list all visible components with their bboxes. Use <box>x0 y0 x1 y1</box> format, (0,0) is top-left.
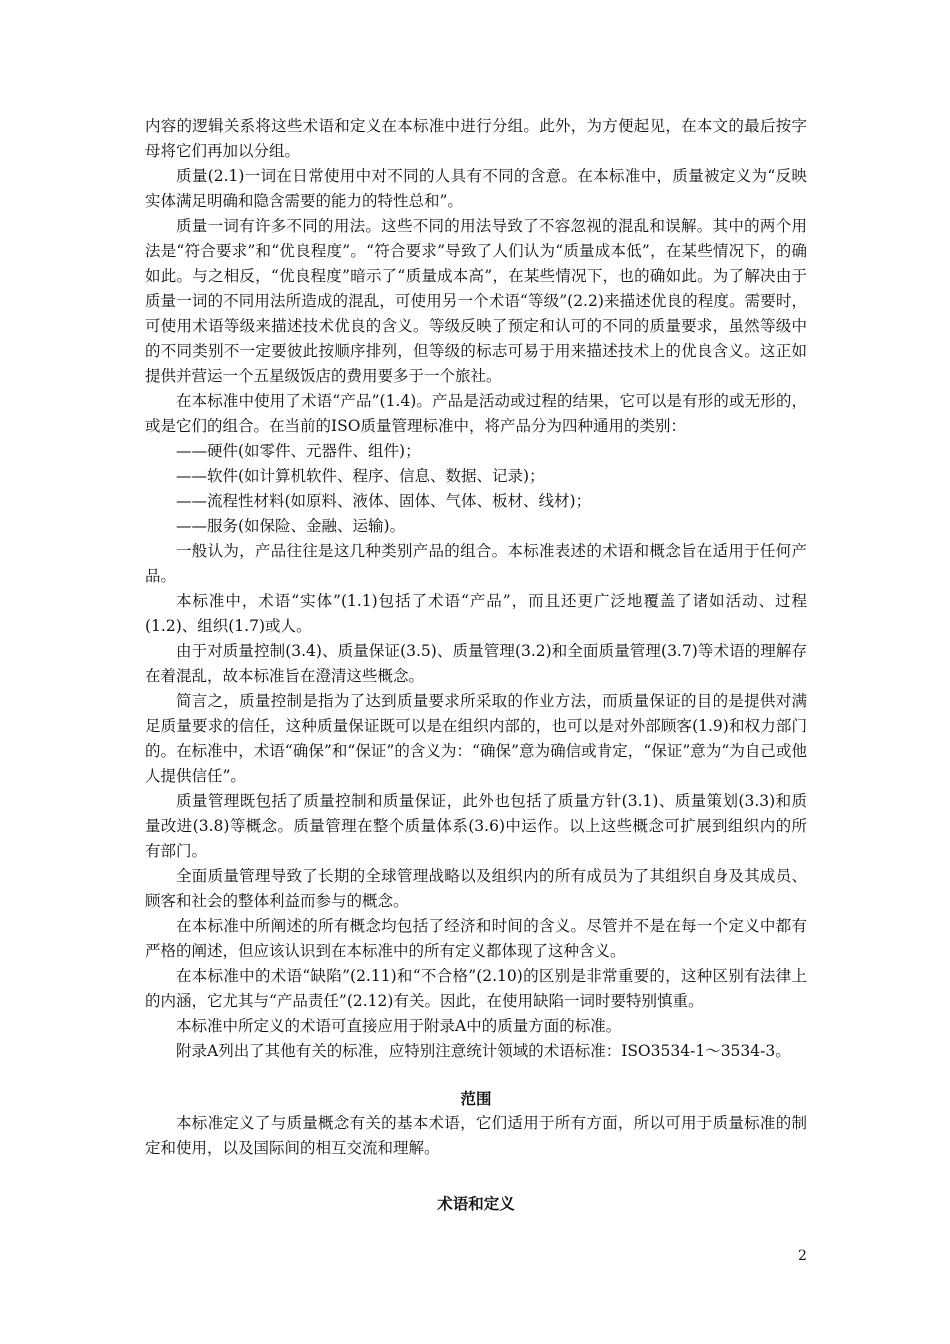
page-number: 2 <box>798 1248 807 1264</box>
list-item-software: ——软件(如计算机软件、程序、信息、数据、记录)； <box>176 467 545 485</box>
paragraph-tqm: 全面质量管理导致了长期的全球管理战略以及组织内的所有成员为了其组织自身及其成员、顾客和社会的整体利益而参与的概念。 <box>145 867 807 910</box>
paragraph-entity: 本标准中，术语“实体”(1.1)包括了术语“产品”，而且还更广泛地覆盖了诸如活动、过程(1.2)、组织(1.7)或人。 <box>145 592 807 635</box>
paragraph-quality-usage: 质量一词有许多不同的用法。这些不同的用法导致了不容忽视的混乱和误解。其中的两个用法是“符合要求”和“优良程度”。“符合要求”导致了人们认为“质量成本低”，在某些情况下，的确如此。与之相反，“优良程度”暗示了“质量成本高”，在某些情况下，也的确如此。为了解决由于质量一词的不同用法所造成的混乱，可使用另一个术语“等级”(2.2)来描述优良的程度。需要时，可使用术语等级来描述技术优良的含义。等级反映了预定和认可的不同的质量要求，虽然等级中的不同类别不一定要彼此按顺序排列，但等级的标志可易于用来描述技术上的优良含义。这正如提供并营运一个五星级饭店的费用要多于一个旅社。 <box>145 217 807 385</box>
paragraph-annex-a-application: 本标准中所定义的术语可直接应用于附录A中的质量方面的标准。 <box>176 1017 622 1035</box>
paragraph-economics-time: 在本标准中所阐述的所有概念均包括了经济和时间的含义。尽管并不是在每一个定义中都有严格的阐述，但应该认识到在本标准中的所有定义都体现了这种含义。 <box>145 917 807 960</box>
scope-text: 本标准定义了与质量概念有关的基本术语，它们适用于所有方面，所以可用于质量标准的制定和使用，以及国际间的相互交流和理解。 <box>145 1114 807 1157</box>
list-item-processed-materials: ——流程性材料(如原料、液体、固体、气体、板材、线材)； <box>176 492 592 510</box>
terms-heading: 术语和定义 <box>437 1194 515 1213</box>
body-text <box>145 114 807 1216</box>
paragraph-product-combination: 一般认为，产品往往是这几种类别产品的组合。本标准表述的术语和概念旨在适用于任何产品。 <box>145 542 807 585</box>
paragraph-quality-management: 质量管理既包括了质量控制和质量保证，此外也包括了质量方针(3.1)、质量策划(3.3)和质量改进(3.8)等概念。质量管理在整个质量体系(3.6)中运作。以上这些概念可扩展到组织内的所有部门。 <box>145 792 807 860</box>
paragraph-product: 在本标准中使用了术语“产品”(1.4)。产品是活动或过程的结果，它可以是有形的或无形的，或是它们的组合。在当前的ISO质量管理标准中，将产品分为四种通用的类别： <box>145 392 807 435</box>
paragraph-annex-a-standards: 附录A列出了其他有关的标准，应特别注意统计领域的术语标准：ISO3534-1～3534-3。 <box>176 1042 791 1060</box>
paragraph-quality-definition: 质量(2.1)一词在日常使用中对不同的人具有不同的含意。在本标准中，质量被定义为“反映实体满足明确和隐含需要的能力的特性总和”。 <box>145 167 807 210</box>
paragraph-control-assurance: 简言之，质量控制是指为了达到质量要求所采取的作业方法，而质量保证的目的是提供对满足质量要求的信任，这种质量保证既可以是在组织内部的，也可以是对外部顾客(1.9)和权力部门的。在标准中，术语“确保”和“保证”的含义为：“确保”意为确信或肯定，“保证”意为“为自己或他人提供信任”。 <box>145 692 807 785</box>
scope-heading: 范围 <box>460 1089 492 1108</box>
list-item-hardware: ——硬件(如零件、元器件、组件)； <box>176 442 421 460</box>
paragraph-intro-continuation: 内容的逻辑关系将这些术语和定义在本标准中进行分组。此外，为方便起见，在本文的最后按字母将它们再加以分组。 <box>145 117 807 160</box>
list-item-services: ——服务(如保险、金融、运输)。 <box>176 517 406 535</box>
paragraph-confusion: 由于对质量控制(3.4)、质量保证(3.5)、质量管理(3.2)和全面质量管理(3.7)等术语的理解存在着混乱，故本标准旨在澄清这些概念。 <box>145 642 807 685</box>
paragraph-defect-nonconformity: 在本标准中的术语“缺陷”(2.11)和“不合格”(2.10)的区别是非常重要的，这种区别有法律上的内涵，它尤其与“产品责任”(2.12)有关。因此，在使用缺陷一词时要特别慎重。 <box>145 967 807 1010</box>
